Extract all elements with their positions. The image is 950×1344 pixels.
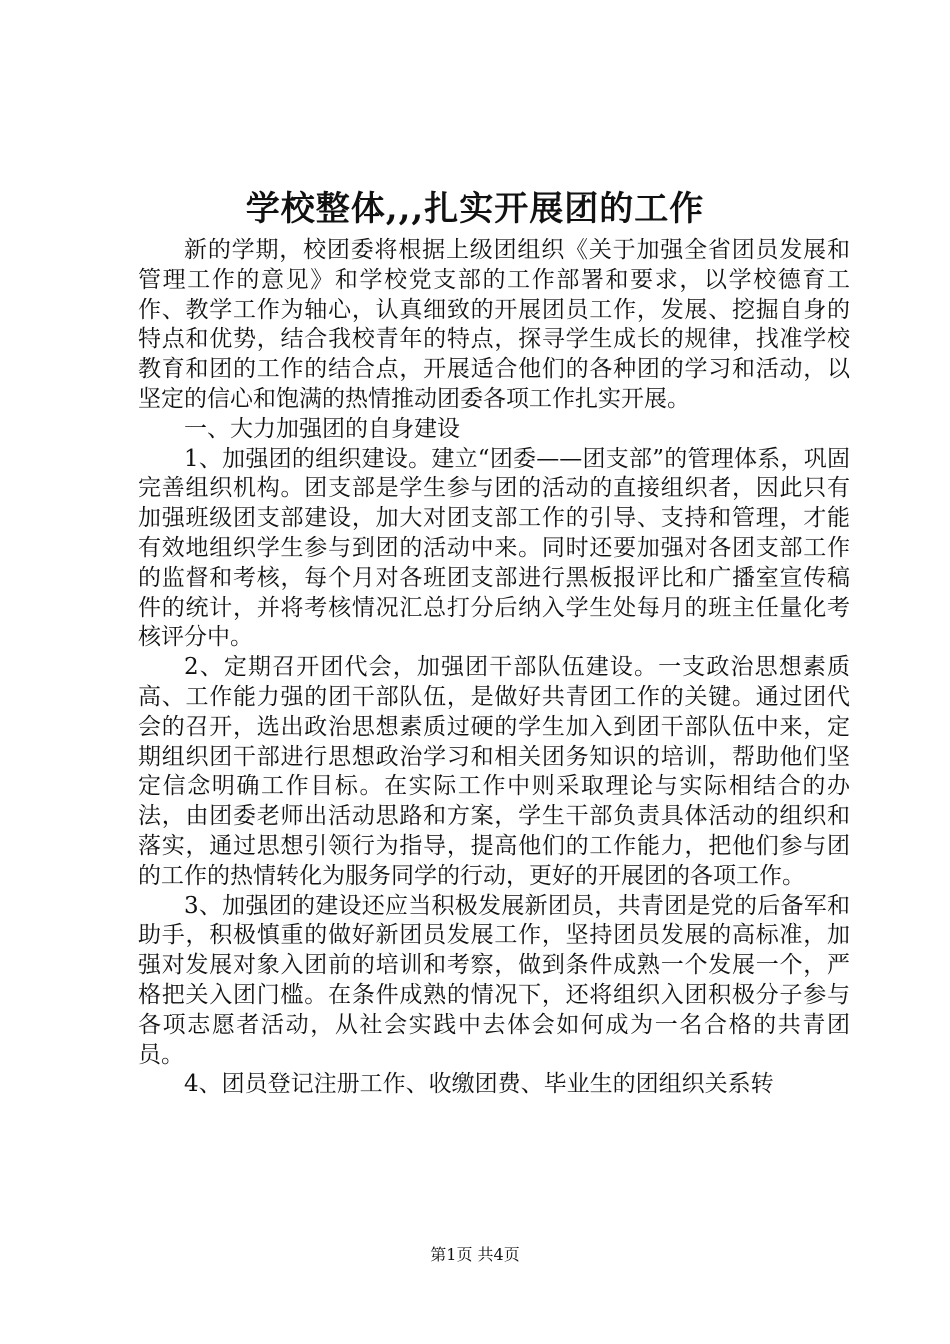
paragraph-item-1: 1、加强团的组织建设。建立“团委——团支部”的管理体系，巩固完善组织机构。团支部是学生参与团的活动的直接组织者，因此只有加强班级团支部建设，加大对团支部工作的引导、支持和管理，才能有效地组织学生参与到团的活动中来。同时还要加强对各团支部工作的监督和考核，每个月对各班团支部进行黑板报评比和广播室宣传稿件的统计，并将考核情况汇总打分后纳入学生处每月的班主任量化考核评分中。 bbox=[138, 445, 850, 651]
document-body bbox=[138, 236, 850, 1100]
paragraph-item-2: 2、定期召开团代会，加强团干部队伍建设。一支政治思想素质高、工作能力强的团干部队伍，是做好共青团工作的关键。通过团代会的召开，选出政治思想素质过硬的学生加入到团干部队伍中来，定期组织团干部进行思想政治学习和相关团务知识的培训，帮助他们坚定信念明确工作目标。在实际工作中则采取理论与实际相结合的办法，由团委老师出活动思路和方案，学生干部负责具体活动的组织和落实，通过思想引领行为指导，提高他们的工作能力，把他们参与团的工作的热情转化为服务同学的行动，更好的开展团的各项工作。 bbox=[138, 654, 850, 889]
page-number-footer: 第1页 共4页 bbox=[430, 1245, 520, 1264]
paragraph-item-4: 4、团员登记注册工作、收缴团费、毕业生的团组织关系转 bbox=[184, 1071, 774, 1098]
paragraph-item-3: 3、加强团的建设还应当积极发展新团员，共青团是党的后备军和助手，积极慎重的做好新团员发展工作，坚持团员发展的高标准，加强对发展对象入团前的培训和考察，做到条件成熟一个发展一个，严格把关入团门槛。在条件成熟的情况下，还将组织入团积极分子参与各项志愿者活动，从社会实践中去体会如何成为一名合格的共青团员。 bbox=[138, 892, 850, 1068]
document-title: 学校整体,,,扎实开展团的工作 bbox=[245, 189, 705, 229]
paragraph-intro: 新的学期，校团委将根据上级团组织《关于加强全省团员发展和管理工作的意见》和学校党支部的工作部署和要求，以学校德育工作、教学工作为轴心，认真细致的开展团员工作，发展、挖掘自身的特点和优势，结合我校青年的特点，探寻学生成长的规律，找准学校教育和团的工作的结合点，开展适合他们的各种团的学习和活动，以坚定的信心和饱满的热情推动团委各项工作扎实开展。 bbox=[138, 237, 850, 412]
section-heading: 一、大力加强团的自身建设 bbox=[184, 415, 460, 442]
